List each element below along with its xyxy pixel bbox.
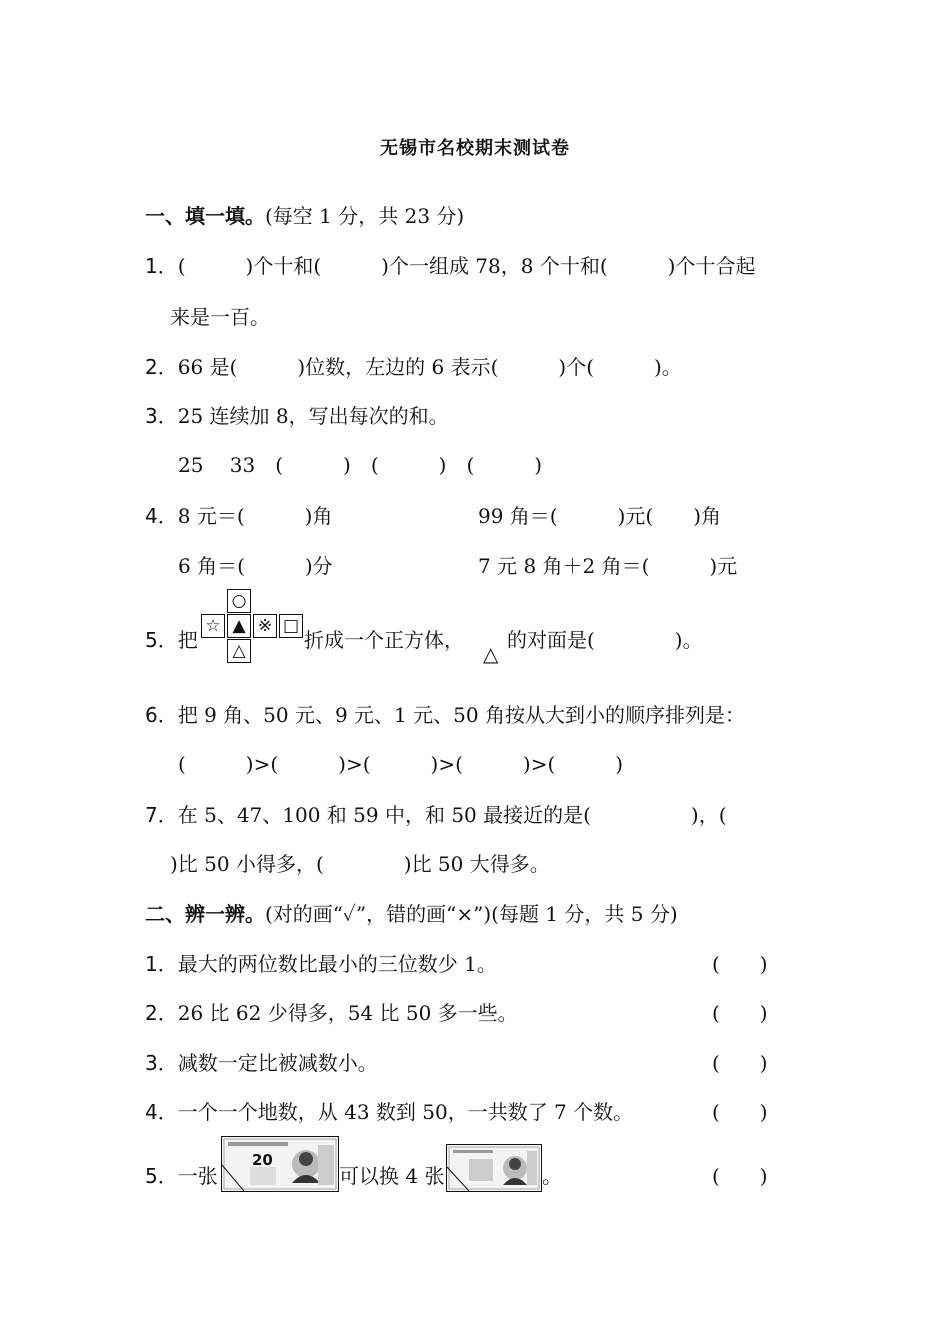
question-number: 4． — [145, 1100, 178, 1124]
banknote-20-yuan-image — [221, 1136, 339, 1192]
cube-net-figure — [201, 589, 305, 664]
section-1-heading — [145, 204, 464, 228]
question-text: 把 9 角、50 元、9 元、1 元、50 角按从大到小的顺序排列是： — [177, 703, 745, 727]
question-4d: 7 元 8 角＋2 角＝( )元 — [478, 554, 738, 578]
banknote-value: 20 — [252, 1151, 273, 1169]
question-text: 把 — [177, 628, 198, 652]
section-1-title: 一、填一填。 — [145, 204, 265, 228]
section-2-title: 二、辨一辨。 — [145, 902, 265, 926]
question-text: 25 连续加 8，写出每次的和。 — [177, 404, 449, 428]
question-text: ( )个十和( )个一组成 78，8 个十和( )个十合起 — [177, 254, 756, 278]
banknote-5-yuan-image — [446, 1144, 542, 1192]
question-2 — [145, 355, 682, 379]
question-number: 1． — [145, 254, 178, 278]
judge-item-4 — [145, 1100, 633, 1124]
judge-item-3 — [145, 1051, 378, 1075]
question-number: 5． — [145, 1164, 178, 1188]
question-number: 4． — [145, 504, 178, 528]
question-4 — [145, 504, 332, 528]
question-3-sequence: 25 33 ( ) ( ) ( ) — [178, 453, 543, 477]
question-number: 2． — [145, 355, 178, 379]
answer-blank[interactable]: ( ) — [712, 1051, 768, 1075]
judge-item-5-mid: 可以换 4 张 — [339, 1164, 445, 1188]
net-face-square: □ — [279, 614, 303, 638]
question-6 — [145, 703, 745, 727]
question-text: 最大的两位数比最小的三位数少 1。 — [177, 952, 497, 976]
question-5-post: 的对面是( )。 — [507, 628, 703, 652]
question-number: 1． — [145, 952, 178, 976]
answer-blank[interactable]: ( ) — [712, 1100, 768, 1124]
question-number: 3． — [145, 1051, 178, 1075]
answer-blank[interactable]: ( ) — [712, 952, 768, 976]
question-7 — [145, 803, 727, 827]
question-text: 一张 — [177, 1164, 218, 1188]
question-number: 2． — [145, 1001, 178, 1025]
net-face-triangle: △ — [227, 639, 251, 663]
question-7-continuation: )比 50 小得多，( )比 50 大得多。 — [170, 852, 550, 876]
question-1 — [145, 254, 755, 278]
question-text: 66 是( )位数，左边的 6 表示( )个( )。 — [177, 355, 682, 379]
question-number: 7． — [145, 803, 178, 827]
question-text: 减数一定比被减数小。 — [177, 1051, 378, 1075]
question-3 — [145, 404, 449, 428]
net-face-filled-triangle: ▲ — [227, 614, 251, 638]
question-5-pre — [145, 628, 198, 652]
judge-item-2 — [145, 1001, 518, 1025]
question-number: 6． — [145, 703, 178, 727]
question-1-continuation: 来是一百。 — [170, 305, 270, 329]
net-face-star: ☆ — [201, 614, 225, 638]
section-2-note: (对的画“✓”，错的画“×”)(每题 1 分，共 5 分) — [265, 902, 678, 926]
question-5-mid: 折成一个正方体， — [304, 628, 464, 652]
answer-blank[interactable]: ( ) — [712, 1001, 768, 1025]
question-number: 3． — [145, 404, 178, 428]
banknote-20-yuan-graphic — [222, 1137, 338, 1191]
section-1-note: (每空 1 分，共 23 分) — [265, 204, 465, 228]
net-face-circle: ○ — [227, 589, 251, 613]
question-4b: 99 角＝( )元( )角 — [478, 504, 722, 528]
net-face-reference-mark: ※ — [253, 614, 277, 638]
banknote-5-yuan-graphic — [447, 1145, 541, 1191]
triangle-icon: △ — [483, 642, 499, 666]
question-4a: 8 元＝( )角 — [177, 504, 333, 528]
answer-blank[interactable]: ( ) — [712, 1164, 768, 1188]
question-number: 5． — [145, 628, 178, 652]
section-2-heading — [145, 902, 678, 926]
question-4c: 6 角＝( )分 — [178, 554, 333, 578]
judge-item-5-post: 。 — [542, 1164, 562, 1188]
judge-item-1 — [145, 952, 497, 976]
question-6-order: ( )>( )>( )>( )>( ) — [178, 752, 624, 776]
judge-item-5-pre — [145, 1164, 218, 1188]
question-text: 26 比 62 少得多，54 比 50 多一些。 — [177, 1001, 518, 1025]
page-title: 无锡市名校期末测试卷 — [380, 138, 570, 159]
question-text: 在 5、47、100 和 59 中，和 50 最接近的是( )，( — [177, 803, 727, 827]
question-text: 一个一个地数，从 43 数到 50，一共数了 7 个数。 — [177, 1100, 634, 1124]
